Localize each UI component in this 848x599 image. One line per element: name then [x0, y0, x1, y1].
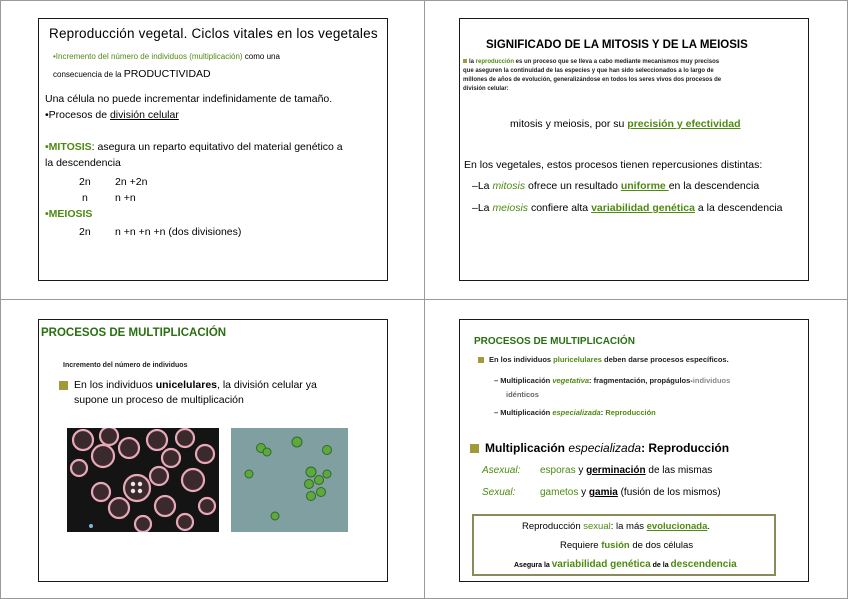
- l3-prefix: – Multiplicación: [494, 408, 553, 417]
- sexual-label: Sexual:: [482, 487, 516, 498]
- reproduction-paragraph: [463, 58, 721, 94]
- paragraph-line-2: que aseguren la continuidad de las especies y que han sido seleccionados a lo largo de: [463, 68, 714, 74]
- evolved-word: evolucionada: [646, 521, 708, 532]
- sexual-reproduction-box: [472, 514, 776, 576]
- increment-green-text: •Incremento del número de individuos (multiplicación): [53, 52, 243, 61]
- reproduction-word: reproducción: [475, 59, 515, 65]
- slide-3-subtitle: Incremento del número de individuos: [63, 362, 188, 369]
- se-suffix: (fusión de los mismos): [617, 487, 721, 498]
- slide-2[interactable]: [459, 18, 809, 281]
- heading-suffix: : Reproducción: [641, 441, 730, 455]
- b1-uniform: uniforme: [620, 180, 669, 192]
- asexual-line: [540, 465, 712, 476]
- slide-1[interactable]: [38, 18, 388, 281]
- pluricellular-word: pluricelulares: [553, 355, 602, 364]
- productivity-line: [53, 68, 211, 80]
- l3-colon: :: [600, 408, 606, 417]
- gametes-word: gametos: [540, 487, 579, 498]
- as-suffix: de las mismas: [645, 465, 713, 476]
- row1-right: 2n +2n: [115, 176, 148, 188]
- increment-line: [53, 52, 280, 61]
- b2-variability: variabilidad genética: [591, 202, 695, 214]
- row3-left: 2n: [79, 226, 91, 238]
- cell-size-line: Una célula no puede incrementar indefinidamente de tamaño.: [45, 93, 333, 105]
- horizontal-divider: [0, 299, 848, 300]
- row2-left: n: [82, 192, 88, 204]
- descendants-word: descendencia: [670, 559, 737, 570]
- se-and: y: [578, 487, 589, 498]
- b1-mid: ofrece un resultado: [525, 180, 621, 192]
- specialized-line: [494, 408, 656, 417]
- slide-3-title: PROCESOS DE MULTIPLICACIÓN: [41, 327, 227, 339]
- box3-prefix: Asegura la: [514, 562, 552, 569]
- sexual-line: [540, 487, 721, 498]
- vegetative-word: vegetativa: [552, 376, 590, 385]
- bullet-line-2: supone un proceso de multiplicación: [74, 394, 244, 406]
- l1-prefix: En los individuos: [489, 355, 554, 364]
- box1-period: .: [707, 521, 710, 532]
- slide-1-title: Reproducción vegetal. Ciclos vitales en los vegetales: [49, 26, 378, 41]
- box1-prefix: Reproducción: [522, 521, 584, 532]
- algae-micrograph-icon: [231, 428, 348, 532]
- bullet-square-icon: [478, 357, 484, 363]
- paragraph-line-4: división celular:: [463, 86, 509, 92]
- as-and: y: [575, 465, 587, 476]
- productivity-word: PRODUCTIVIDAD: [123, 68, 211, 80]
- row3-right: n +n +n +n (dos divisiones): [115, 226, 242, 238]
- mitosis-line-2: la descendencia: [45, 157, 121, 169]
- cell-division-link: división celular: [109, 109, 179, 121]
- cells-micrograph-icon: [67, 428, 219, 532]
- vegetative-line: [494, 374, 730, 402]
- sexual-word: sexual: [583, 521, 611, 532]
- gamia-word: gamia: [588, 487, 618, 498]
- bullet-square-icon: [463, 59, 467, 63]
- box-line-3: [514, 559, 737, 570]
- dividing-cells-image: [67, 428, 219, 532]
- specialized-word: especializada: [552, 408, 601, 417]
- bullet-square-icon: [59, 381, 68, 390]
- b2-mid: confiere alta: [528, 202, 592, 214]
- slide-4-title: PROCESOS DE MULTIPLICACIÓN: [474, 336, 635, 347]
- pluricellular-line: [478, 355, 729, 364]
- box2-suffix: de dos células: [629, 540, 694, 551]
- identical-word: idénticos: [506, 390, 539, 399]
- b2-meiosis: meiosis: [492, 202, 529, 214]
- mitosis-label: •MITOSIS: [45, 141, 92, 153]
- mitosis-line: [45, 141, 343, 153]
- slide-4[interactable]: [459, 319, 809, 582]
- meiosis-bullet: [472, 202, 783, 214]
- b1-dash: –La: [472, 180, 493, 192]
- box1-mid: : la más: [610, 521, 647, 532]
- precision-effectiveness: precisión y efectividad: [627, 118, 741, 130]
- fusion-word: fusión: [601, 540, 630, 551]
- l2-prefix: – Multiplicación: [494, 376, 553, 385]
- slide-2-title: SIGNIFICADO DE LA MITOSIS Y DE LA MEIOSIS: [486, 39, 748, 51]
- meiosis-label: •MEIOSIS: [45, 208, 93, 220]
- mm-prefix: mitosis y meiosis, por su: [510, 118, 628, 130]
- heading-italic: especializada: [568, 441, 642, 455]
- l1-suffix: deben darse procesos específicos.: [601, 355, 729, 364]
- b2-end: a la descendencia: [694, 202, 783, 214]
- reproduction-word: Reproducción: [605, 408, 656, 417]
- green-algae-image: [231, 428, 348, 532]
- specialized-heading: [470, 441, 729, 455]
- genetic-variability: variabilidad genética: [551, 559, 651, 570]
- slide-3[interactable]: [38, 319, 388, 582]
- b2-dash: –La: [472, 202, 493, 214]
- asexual-label: Asexual:: [482, 465, 521, 476]
- box-line-1: [522, 521, 710, 532]
- spores-word: esporas: [540, 465, 576, 476]
- vegetables-line: En los vegetales, estos procesos tienen repercusiones distintas:: [464, 159, 763, 171]
- box-line-2: [560, 540, 693, 551]
- paragraph-line-3: millones de años de evolución, generalizándose en todos los seres vivos dos procesos de: [463, 77, 722, 83]
- mitosis-text: : asegura un reparto equitativo del material genético a: [91, 141, 343, 153]
- paragraph-line-1: [463, 58, 721, 67]
- mitosis-bullet: [472, 180, 759, 192]
- bullet-square-icon: [470, 444, 479, 453]
- b1-mitosis: mitosis: [492, 180, 526, 192]
- processes-line: [45, 109, 179, 121]
- box2-prefix: Requiere: [560, 540, 602, 551]
- germination-word: germinación: [586, 465, 646, 476]
- paragraph-line-1-text: es un proceso que se lleva a cabo mediante mecanismos muy precisos: [514, 59, 720, 65]
- unicellular-word: unicelulares: [155, 379, 217, 391]
- individuals-word: individuos: [692, 376, 731, 385]
- unicellular-bullet: [59, 378, 317, 408]
- row1-left: 2n: [79, 176, 91, 188]
- increment-rest: como una: [242, 52, 280, 61]
- b1-end: en la descendencia: [668, 180, 760, 192]
- row2-right: n +n: [115, 192, 136, 204]
- bullet-suffix: , la división celular ya: [217, 379, 317, 391]
- productivity-prefix: consecuencia de la: [53, 70, 124, 79]
- heading-prefix: Multiplicación: [485, 441, 569, 455]
- paragraph-lead: la: [469, 59, 476, 65]
- l2-mid: : fragmentación, propágulos-: [589, 376, 693, 385]
- mitosis-meiosis-line: [510, 118, 741, 130]
- bullet-prefix: En los individuos: [74, 379, 156, 391]
- processes-prefix: •Procesos de: [45, 109, 110, 121]
- box3-mid: de la: [650, 562, 671, 569]
